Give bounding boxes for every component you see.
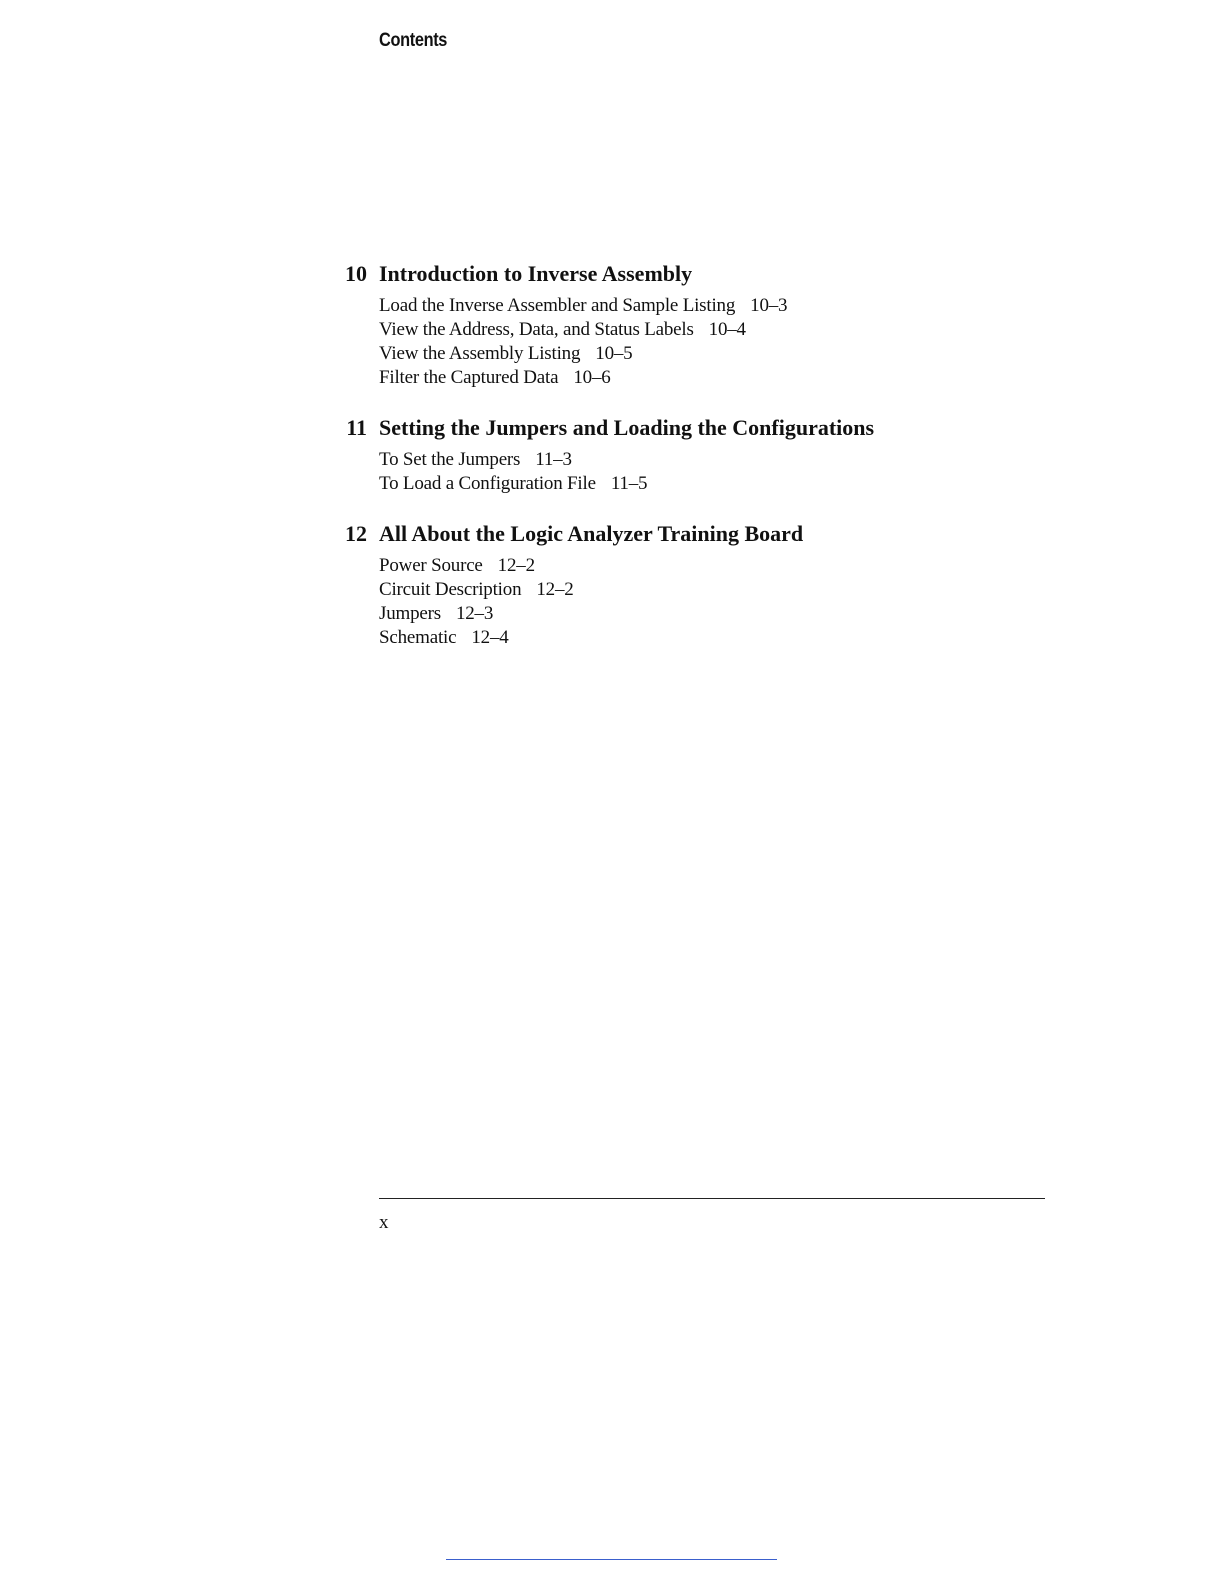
page-folio: x <box>379 1212 389 1233</box>
chapter-number: 12 <box>345 521 367 546</box>
toc-entry[interactable] <box>379 578 1224 602</box>
toc-entry-title: Power Source <box>379 555 483 576</box>
toc-entry-page: 11–5 <box>610 473 648 494</box>
toc-entry-title: Schematic <box>379 627 457 648</box>
toc-entry-page: 10–4 <box>708 319 746 340</box>
toc-entry-title: Jumpers <box>379 603 441 624</box>
toc-entry-page: 12–3 <box>455 603 494 624</box>
chapter-title[interactable]: Introduction to Inverse Assembly <box>379 261 693 286</box>
toc-entry-title: View the Assembly Listing <box>379 343 581 364</box>
chapter-heading <box>0 412 1224 444</box>
toc-entry-title: Load the Inverse Assembler and Sample Listing <box>379 295 736 316</box>
chapter-number: 11 <box>346 415 367 440</box>
chapter-title[interactable]: All About the Logic Analyzer Training Board <box>379 521 804 546</box>
toc-entry-title: To Set the Jumpers <box>379 449 521 470</box>
toc-entry-page: 12–2 <box>497 555 535 576</box>
toc-entry[interactable] <box>379 472 1224 496</box>
toc-entry-title: To Load a Configuration File <box>379 473 596 494</box>
bottom-link-underline <box>446 1559 777 1560</box>
chapter-12 <box>0 518 1224 650</box>
toc-entry-title: Circuit Description <box>379 579 522 600</box>
toc-entry[interactable] <box>379 554 1224 578</box>
table-of-contents <box>0 258 1224 672</box>
toc-entry[interactable] <box>379 294 1224 318</box>
toc-entry-page: 10–5 <box>595 343 633 364</box>
toc-entry[interactable] <box>379 318 1224 342</box>
chapter-10 <box>0 258 1224 390</box>
toc-entry[interactable] <box>379 366 1224 390</box>
toc-entry-page: 10–3 <box>750 295 788 316</box>
running-head: Contents <box>379 30 448 51</box>
chapter-entries <box>379 554 1224 650</box>
footer-rule <box>379 1198 1045 1199</box>
toc-entry-page: 12–4 <box>471 627 509 648</box>
chapter-heading <box>0 258 1224 290</box>
chapter-number: 10 <box>345 261 367 286</box>
toc-entry-title: View the Address, Data, and Status Labels <box>379 319 694 340</box>
toc-entry-page: 11–3 <box>535 449 572 470</box>
toc-entry-page: 10–6 <box>573 367 611 388</box>
toc-entry[interactable] <box>379 602 1224 626</box>
chapter-title[interactable]: Setting the Jumpers and Loading the Configurations <box>379 415 875 440</box>
chapter-entries <box>379 294 1224 390</box>
toc-entry[interactable] <box>379 448 1224 472</box>
toc-entry-title: Filter the Captured Data <box>379 367 559 388</box>
toc-entry[interactable] <box>379 342 1224 366</box>
chapter-entries <box>379 448 1224 496</box>
toc-entry-page: 12–2 <box>536 579 574 600</box>
chapter-heading <box>0 518 1224 550</box>
toc-entry[interactable] <box>379 626 1224 650</box>
chapter-11 <box>0 412 1224 496</box>
